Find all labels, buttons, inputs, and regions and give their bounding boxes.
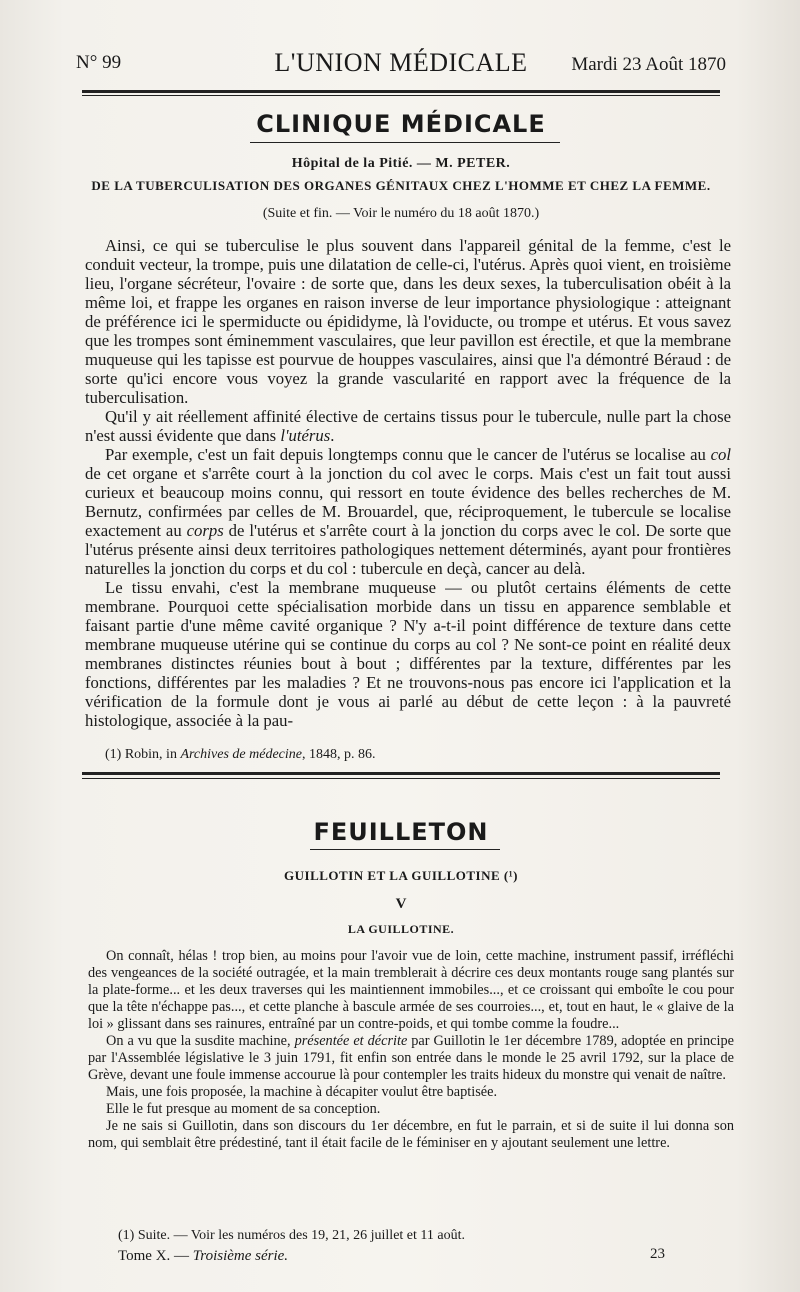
paragraph: On a vu que la susdite machine, présentée et décrite par Guillotin le 1er décembre 1789, adoptée en principe par l'Assemblée législative le 3 juin 1791, fit enfin son entrée dans le monde le 25 avril 1792, sur la place de Grève, devant une foule immense accourue là pour contempler les traits hideux du monstre qui venait de naître.	[88, 1033, 734, 1083]
paragraph: Qu'il y ait réellement affinité élective de certains tissus pour le tubercule, nulle part la chose n'est aussi évidente que dans l'utérus.	[85, 407, 731, 445]
clinique-footnote: (1) Robin, in Archives de médecine, 1848, p. 86.	[105, 747, 376, 762]
section-heading-clinique: CLINIQUE MÉDICALE	[256, 110, 546, 138]
paragraph: On connaît, hélas ! trop bien, au moins pour l'avoir vue de loin, cette machine, instrument passif, irréfléchi des vengeances de la société outragée, et la main tremblerait à décrire ces deux montants rouge sang plantés sur la plate-forme... et les deux traverses qui les maintiennent immobiles..., et ce croissant qui emboîte le cou pour que la tête n'échappe pas..., et cette planche à bascule armée de ses courroies..., et, tout en haut, le « glaive de la loi » glissant dans ses rainures, entraîné par un contre-poids, et qui tombe comme la foudre...	[88, 948, 734, 1032]
paragraph: Mais, une fois proposée, la machine à décapiter voulut être baptisée.	[106, 1084, 498, 1100]
hospital-line: Hôpital de la Pitié. — M. PETER.	[291, 156, 511, 171]
paragraph: Je ne sais si Guillotin, dans son discours du 1er décembre, en fut le parrain, et si de suite il lui donna son nom, qui semblait être prédestiné, tant il était facile de le féminiser en y ajoutant seulement une lettre.	[88, 1118, 734, 1151]
chapter-title: LA GUILLOTINE.	[347, 922, 455, 936]
header-rule	[82, 90, 720, 93]
tome-line: Tome X. — Troisième série.	[118, 1248, 289, 1264]
section-heading-feuilleton: FEUILLETON	[313, 818, 489, 846]
header-rule-thin	[82, 95, 720, 96]
issue-date: Mardi 23 Août 1870	[571, 54, 726, 75]
issue-number: N° 99	[76, 52, 122, 73]
feuilleton-rule	[82, 772, 720, 775]
paragraph: Le tissu envahi, c'est la membrane muqueuse — ou plutôt certains éléments de cette membrane. Pourquoi cette spécialisation morbide dans un tissu en apparence semblable et faisant partie d'une même cavité organique ? N'y a-t-il point différence de texture dans cette membrane muqueuse utérine qui se continue du corps au col ? Ne sont-ce point en réalité deux membranes distinctes réunies bout à bout ; différentes par la texture, différentes par les fonctions, différentes par les maladies ? Et ne trouvons-nous pas encore ici l'application et la vérification de la formule dont je vous ai parlé au début de cette leçon : à la pauvreté histologique, associée à la pau-	[85, 578, 731, 730]
feuilleton-rule-thin	[82, 778, 720, 779]
feuilleton-underline	[310, 849, 500, 850]
feuilleton-body	[88, 948, 734, 1152]
paragraph: Ainsi, ce qui se tuberculise le plus souvent dans l'appareil génital de la femme, c'est le conduit vecteur, la trompe, puis une dilatation de celle-ci, l'utérus. Après quoi vient, en troisième lieu, l'organe sécréteur, l'ovaire : de sorte que, dans les deux sexes, la tuberculisation obéit à la même loi, et frappe les organes en raison inverse de leur importance physiologique : atteignant de préférence ici le spermiducte ou épididyme, là l'oviducte, ou trompe et utérus. Et vous savez que les trompes sont éminemment vasculaires, que leur pavillon est érectile, et que la membrane muqueuse qui les tapisse est pourvue de houppes vasculaires, ainsi que l'a démontré Béraud : de sorte qu'ici encore vous voyez la grande vascularité en rapport avec la fréquence de la tuberculisation.	[85, 236, 731, 407]
heading-underline	[250, 142, 560, 143]
paragraph: Par exemple, c'est un fait depuis longtemps connu que le cancer de l'utérus se localise au col de cet organe et s'arrête court à la jonction du col avec le corps. Mais c'est un fait tout aussi curieux et beaucoup moins connu, qui ressort en toute évidence des belles recherches de M. Bernutz, confirmées par celles de M. Brouardel, que, réciproquement, le tubercule se localise exactement au corps de l'utérus et s'arrête court à la jonction du corps avec le col. De sorte que l'utérus présente ainsi deux territoires pathologiques nettement déterminés, ayant pour frontières naturelles la jonction du corps et du col : tubercule en deçà, cancer au delà.	[85, 445, 731, 578]
continuation-note: (Suite et fin. — Voir le numéro du 18 août 1870.)	[262, 206, 540, 221]
journal-title: L'UNION MÉDICALE	[274, 48, 528, 77]
chapter-number: V	[395, 896, 407, 912]
feuilleton-footnote: (1) Suite. — Voir les numéros des 19, 21, 26 juillet et 11 août.	[118, 1228, 465, 1243]
page-header	[76, 44, 726, 84]
paragraph: Elle le fut presque au moment de sa conception.	[106, 1101, 381, 1117]
page-number: 23	[650, 1246, 665, 1262]
article-subtitle: DE LA TUBERCULISATION DES ORGANES GÉNITAUX CHEZ L'HOMME ET CHEZ LA FEMME.	[91, 178, 711, 193]
clinique-body	[85, 236, 731, 730]
feuilleton-title: GUILLOTIN ET LA GUILLOTINE (¹)	[284, 868, 518, 883]
